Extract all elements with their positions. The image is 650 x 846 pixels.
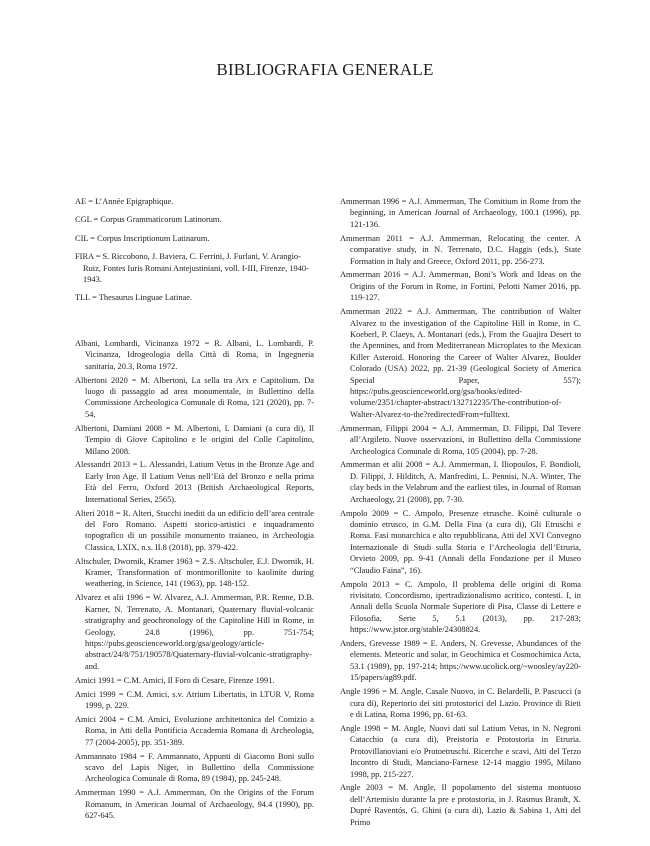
references-list-right [340,196,581,828]
reference-entry: Ammerman 1990 = A.J. Ammerman, On the Origins of the Forum Romanum, in American Journal of Archaeology, 94.4 (1990), pp. 627-645. [75,788,314,821]
reference-entry: Ammerman 2016 = A.J. Ammerman, Boni’s Work and Ideas on the Origins of the Forum in Rome, in Fortini, Pelotti Namer 2016, pp. 119-127. [340,270,581,303]
reference-entry: Albani, Lombardi, Vicinanza 1972 = R. Albani, L. Lombardi, P. Vicinanza, Idrogeologia della Città di Roma, in Ingegneria sanitaria, 20.3, Roma 1972. [75,338,314,371]
reference-entry: Ammerman, Filippi 2004 = A.J. Ammerman, D. Filippi, Dal Tevere all’Argileto. Nuove osservazioni, in Bullettino della Commissione Archeologica Comunale di Roma, 105 (2004), pp. 7-28. [340,423,581,456]
reference-entry: Ammerman 2011 = A.J. Ammerman, Relocating the center. A comparative study, in N. Terrenato, D.C. Haggis (eds.), State Formation in Italy and Greece, Oxford 2011, pp. 256-273. [340,233,581,266]
reference-entry: Ammerman 1996 = A.J. Ammerman, The Comitium in Rome from the beginning, in American Journal of Archaeology, 100.1 (1996), pp. 121-136. [340,197,581,229]
reference-entry: Alvarez et alii 1996 = W. Alvarez, A.J. Ammerman, P.R. Renne, D.B. Karner, N. Terrenato, A. Montanari, Quaternary fluvial-volcanic stratigraphy and geochronology of the Capitoline Hill in Rome, in Geology, 24.8 (1996), pp. 751-754; https://pubs.geoscienceworld.org/gsa/geology/article-abstract/24/8/751/190578/Quaternary-fluvial-volcanic-stratigraphy-and. [75,593,314,671]
reference-entry: Anders, Grevesse 1989 = E. Anders, N. Grevesse, Abundances of the elements. Meteoric and solar, in Geochimica et Cosmochimica Acta, 53.1 (1989), pp. 197-214; https://www.ucolick.org/~woosley/ay220-15/papers/ag89.pdf. [340,639,581,683]
abbreviation-entry: TLL = Thesaurus Linguae Latinae. [75,293,193,303]
reference-entry: Ampolo 2009 = C. Ampolo, Presenze etrusche. Koinè culturale o dominio etrusco, in G.M. Della Fina (a cura di), Gli Etruschi e Roma. Fasi monarchica e alto repubblicana, Atti del XVI Convegno Internazionale di Studi sulla Storia e l’Archeologia dell’Etruria, Orvieto 2009, pp. 9-41 (Annali della Fondazione per il Museo “Claudio Faina”, 16). [340,508,581,575]
reference-entry: Angle 1996 = M. Angle, Casale Nuovo, in C. Belardelli, P. Pascucci (a cura di), Repertorio dei siti protostorici del Lazio. Province di Rieti e di Latina, Roma 1996, pp. 61-63. [340,687,581,719]
abbreviation-entry: AE = L’Année Epigraphique. [75,197,174,206]
reference-entry: Alteri 2018 = R. Alteri, Stucchi inediti da un edificio dell’area centrale del Foro Romano. Aspetti storico-artistici e inquadramento topografico di un possibile monumento traianeo, in Archeologia Classica, LXIX, n.s. II.8 (2018), pp. 379-422. [75,508,314,552]
left-column [75,196,314,824]
right-column [340,196,581,831]
abbreviation-entry: CGL = Corpus Grammaticorum Latinorum. [75,215,222,225]
abbreviations-list [75,196,314,304]
page-title: BIBLIOGRAFIA GENERALE [216,60,434,79]
reference-entry: Ammerman et alii 2008 = A.J. Ammerman, I. Iliopoulos, F. Bondioli, D. Filippi, J. Hilditch, A. Manfredini, L. Pennisi, N.A. Winter, The clay beds in the Velabrum and the earliest tiles, in Journal of Roman Archaeology, 21 (2008), pp. 7-30. [340,460,581,504]
reference-entry: Ampolo 2013 = C. Ampolo, Il problema delle origini di Roma rivisitato. Concordismo, ipertradizionalismo acritico, contesti. I, in Annali della Scuola Normale Superiore di Pisa, Classe di Lettere e Filosofia, Serie 5, 5.1 (2013), pp. 217-283; https://www.jstor.org/stable/24308824. [340,579,581,635]
reference-entry: Altschuler, Dwornik, Kramer 1963 = Z.S. Altschuler, E.J. Dwornik, H. Kramer, Transformation of montmorillonite to kaolinite during weathering, in Science, 141 (1963), pp. 148-152. [75,556,314,589]
reference-entry: Angle 1998 = M. Angle, Nuovi dati sul Latium Vetus, in N. Negroni Catacchio (a cura di), Preistoria e Protostoria in Etruria. Protovillanoviani e/o Protoetruschi. Ricerche e scavi, Atti del Terzo Incontro di Studi, Manciano-Farnese 12-14 maggio 1995, Milano 1998, pp. 215-227. [340,723,581,779]
reference-entry: Ammerman 2022 = A.J. Ammerman, The contribution of Walter Alvarez to the investigation of the Capitoline Hill in Rome, in C. Koeberl, P. Claeys, A. Montanari (eds.), From the Guajira Desert to the Apennines, and from Mediterranean Microplates to the Mexican Killer Asteroid. Honoring the Career of Walter Alvarez, Boulder Colorado (USA) 2022, pp. 21-39 (Geological Society of America Special Paper, 557); https://pubs.geoscienceworld.org/gsa/books/edited-volume/2351/chapter-abstract/132712235/The-contribution-of-Walter-Alvarez-to-the?redirectedFrom=fulltext. [340,307,581,419]
reference-entry: Amici 1991 = C.M. Amici, Il Foro di Cesare, Firenze 1991. [75,675,275,685]
references-list-left [75,338,314,822]
abbreviation-entry: FIRA = S. Riccobono, J. Baviera, C. Ferrini, J. Furlani, V. Arangio-Ruiz, Fontes Iuris Romani Antejustiniani, voll. I-III, Firenze, 1940-1943. [75,252,309,285]
abbreviation-entry: CIL = Corpus Inscriptionum Latinarum. [75,233,210,243]
reference-entry: Amici 2004 = C.M. Amici, Evoluzione architettonica del Comizio a Roma, in Atti della Pontificia Accademia Romana di Archeologia, 77 (2004-2005), pp. 351-389. [75,714,314,747]
reference-entry: Albertoni, Damiani 2008 = M. Albertoni, I. Damiani (a cura di), Il Tempio di Giove Capitolino e le origini del Colle Capitolino, Milano 2008. [75,423,314,456]
reference-entry: Ammannato 1984 = F. Ammannato, Appunti di Giacomo Boni sullo scavo del Lapis Niger, in Bullettino della Commissione Archeologica Comunale di Roma, 89 (1984), pp. 245-248. [75,751,314,784]
reference-entry: Alessandri 2013 = L. Alessandri, Latium Vetus in the Bronze Age and Early Iron Age. Il Latium Vetus nell’Età del Bronzo e nella prima Età del Ferro, Oxford 2013 (British Archaeological Reports, International Series, 2565). [75,460,314,504]
reference-entry: Amici 1999 = C.M. Amici, s.v. Atrium Libertatis, in LTUR V, Roma 1999, p. 229. [75,689,314,711]
reference-entry: Angle 2003 = M. Angle, Il popolamento del sistema montuoso dell’Artemisio durante la pre e protostoria, in J. Rasmus Brandt, X. Dupré Raventós, G. Ghini (a cura di), Lazio & Sabina 1, Atti del Primo [340,783,581,827]
reference-entry: Albertoni 2020 = M. Albertoni, La sella tra Arx e Capitolium. Da luogo di passaggio ad area monumentale, in Bullettino della Commissione Archeologica Comunale di Roma, 121 (2020), pp. 7-54. [75,375,314,419]
